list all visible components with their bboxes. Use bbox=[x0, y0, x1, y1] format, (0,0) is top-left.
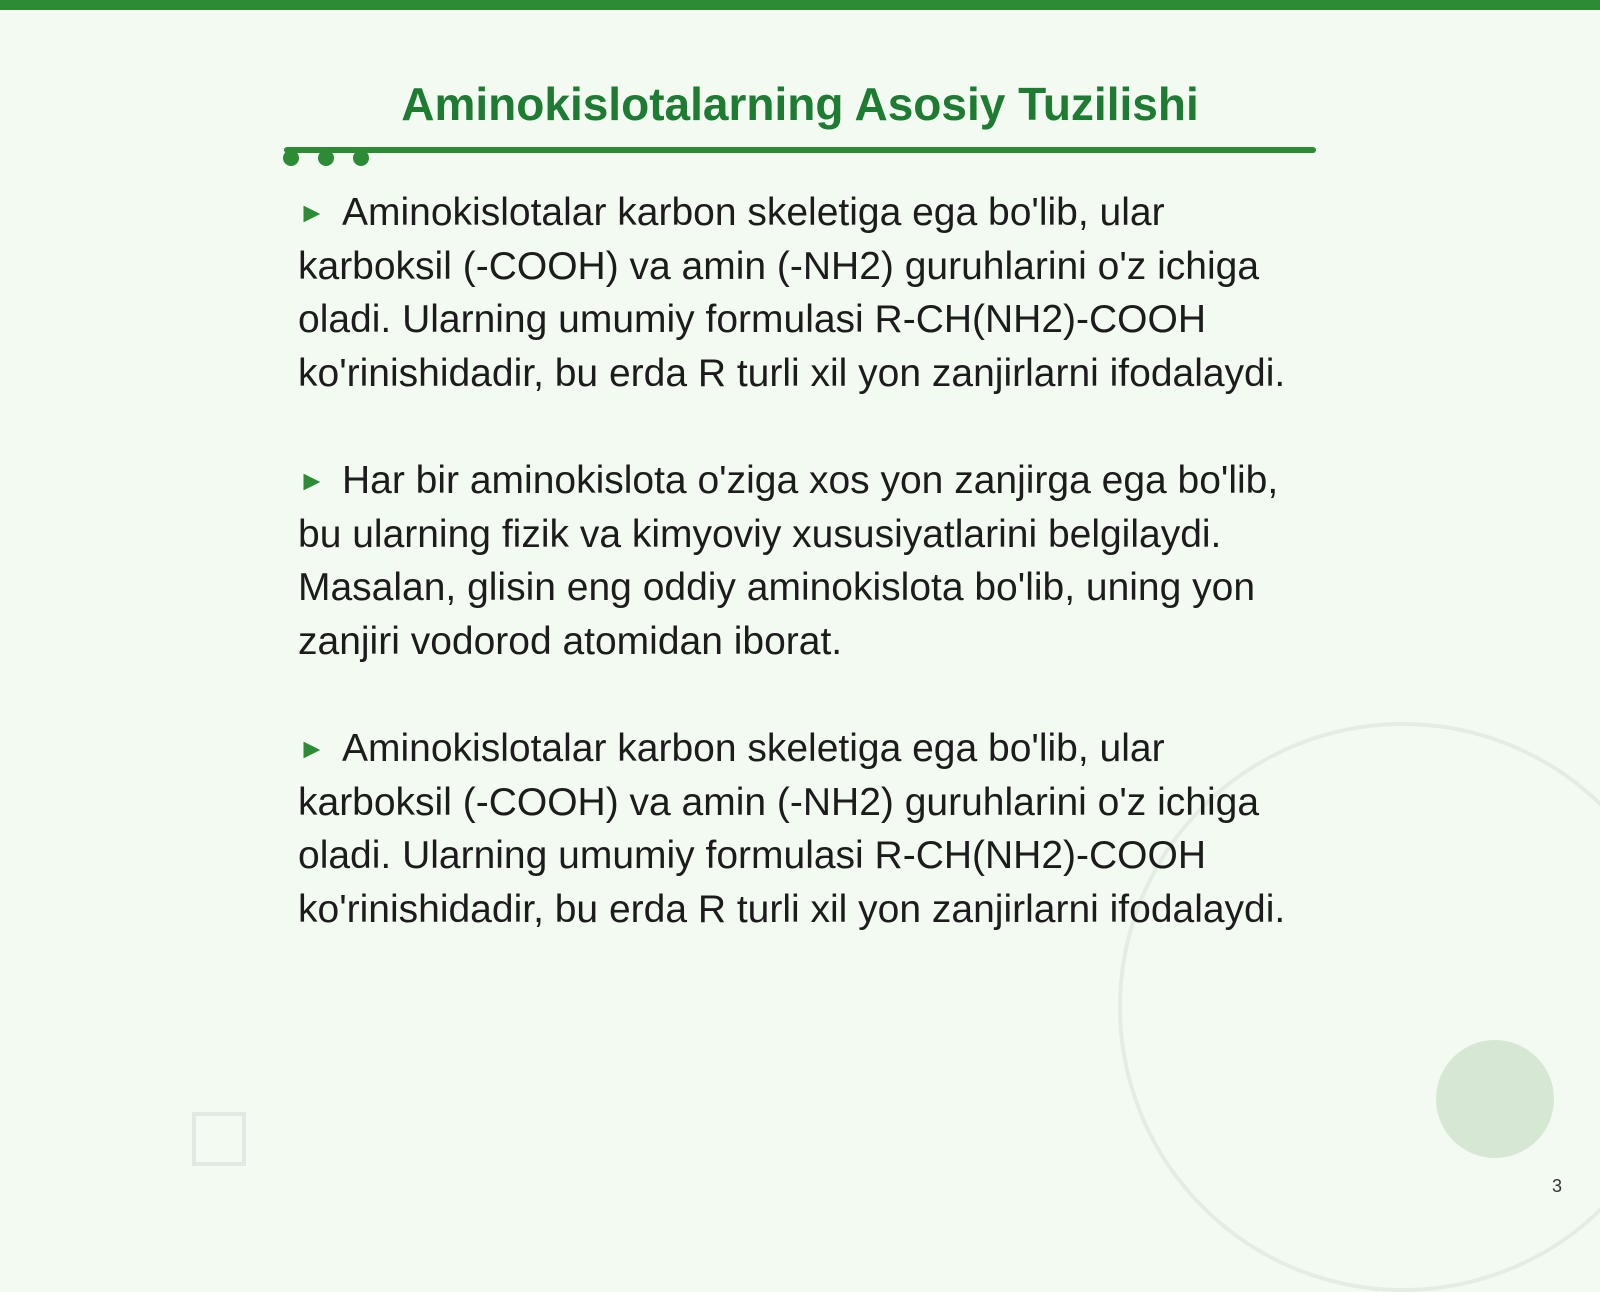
underline-dot bbox=[283, 150, 299, 166]
decorative-circle bbox=[1436, 1040, 1554, 1158]
slide-title: Aminokislotalarning Asosiy Tuzilishi bbox=[401, 78, 1199, 130]
bullet-item bbox=[298, 722, 1308, 936]
decorative-square bbox=[192, 1112, 246, 1166]
page-number: 3 bbox=[1552, 1176, 1563, 1196]
bullet-text: Aminokislotalar karbon skeletiga ega bo'lib, ular karboksil (-COOH) va amin (-NH2) guruhlarini o'z ichiga oladi. Ularning umumiy formulasi R-CH(NH2)-COOH ko'rinishidadir, bu erda R turli xil yon zanjirlarni ifodalaydi. bbox=[298, 191, 1286, 395]
underline-dot bbox=[318, 150, 334, 166]
bullet-text: Aminokislotalar karbon skeletiga ega bo'lib, ular karboksil (-COOH) va amin (-NH2) guruhlarini o'z ichiga oladi. Ularning umumiy formulasi R-CH(NH2)-COOH ko'rinishidadir, bu erda R turli xil yon zanjirlarni ifodalaydi. bbox=[298, 727, 1286, 931]
bullet-text: Har bir aminokislota o'ziga xos yon zanjirga ega bo'lib, bu ularning fizik va kimyoviy xususiyatlarini belgilaydi. Masalan, glisin eng oddiy aminokislota bo'lib, uning yon zanjiri vodorod atomidan iborat. bbox=[298, 459, 1279, 663]
bullet-list bbox=[298, 186, 1308, 990]
bullet-item bbox=[298, 454, 1308, 668]
top-accent-bar bbox=[0, 0, 1600, 10]
bullet-item bbox=[298, 186, 1308, 400]
bullet-arrow-icon: ► bbox=[298, 465, 326, 496]
bullet-arrow-icon: ► bbox=[298, 197, 326, 228]
bullet-arrow-icon: ► bbox=[298, 733, 326, 764]
title-underline bbox=[284, 147, 1316, 153]
underline-dot bbox=[353, 150, 369, 166]
